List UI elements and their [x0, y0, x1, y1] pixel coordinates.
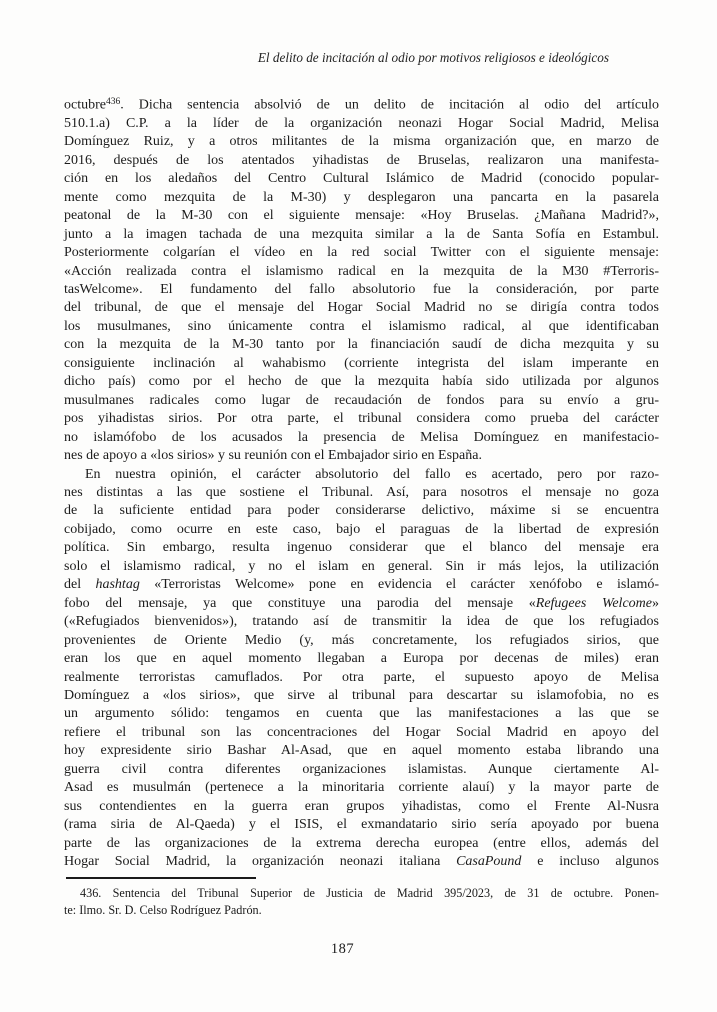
text-line: ción en los aledaños del Centro Cultural Islámico de Madrid (conocido popular- — [64, 171, 659, 187]
text-line: cobijado, como ocurre en este caso, bajo el paraguas de la libertad de expresión — [64, 521, 659, 537]
text-line: nes distintas a las que sostiene el Tribunal. Así, para nosotros el mensaje no goza — [64, 485, 659, 501]
text-line: con la mezquita de la M-30 tanto por la financiación saudí de dicha mezquita y su — [64, 337, 659, 353]
text-line: política. Sin embargo, resulta ingenuo considerar que el blanco del mensaje era — [64, 540, 659, 556]
text-line: guerra civil contra diferentes organizaciones islamistas. Aunque ciertamente Al- — [64, 761, 659, 777]
text-line: no islamófobo de los acusados la presencia de Melisa Domínguez en manifestacio- — [64, 429, 659, 445]
text-line: de la suficiente entidad para poder considerarse delictivo, máxime si se encuentra — [64, 503, 659, 519]
text-line: mente como mezquita de la M-30) y desplegaron una pancarta en la pasarela — [64, 189, 659, 205]
text-line: un argumento sólido: tengamos en cuenta que las manifestaciones a las que se — [64, 706, 659, 722]
text-line: fobo del mensaje, ya que constituye una parodia del mensaje «Refugees Welcome» — [64, 595, 659, 611]
text-line: Domínguez Ruiz, y a otros militantes de la misma organización que, en marzo de — [64, 134, 659, 150]
text-line: te: Ilmo. Sr. D. Celso Rodríguez Padrón. — [64, 902, 262, 917]
text-line: Hogar Social Madrid, la organización neonazi italiana CasaPound e incluso algunos — [64, 854, 659, 870]
text-line: En nuestra opinión, el carácter absolutorio del fallo es acertado, pero por razo- — [85, 466, 659, 482]
text-line: octubre$^{436}$. Dicha sentencia absolvió de un delito de incitación al odio del artículo — [64, 97, 659, 113]
text-line: («Refugiados bienvenidos»), tratando así de transmitir la idea de que los refugiados — [64, 614, 659, 630]
text-line: «Acción realizada contra el islamismo radical en la mezquita de la M30 #Terroris- — [64, 263, 659, 279]
footnote — [64, 885, 659, 919]
text-line: los musulmanes, sino únicamente contra el islamismo radical, al que identificaban — [64, 318, 659, 334]
text-line: sus contendientes en la guerra eran grupos yihadistas, como el Frente Al-Nusra — [64, 798, 659, 814]
text-line: del tribunal, de que el mensaje del Hogar Social Madrid no se dirigía contra todos — [64, 300, 659, 316]
text-line: 2016, después de los atentados yihadistas de Bruselas, realizaron una manifesta- — [64, 152, 659, 168]
text-line: 436. Sentencia del Tribunal Superior de Justicia de Madrid 395/2023, de 31 de octubre. Ponen- — [80, 886, 659, 900]
text-line: tasWelcome». El fundamento del fallo absolutorio fue la consideración, por parte — [64, 282, 659, 298]
text-line: consiguiente inclinación al wahabismo (corriente integrista del islam imperante en — [64, 355, 659, 371]
text-line: solo el islamismo radical, y no el islam en general. Sin ir más lejos, la utilización — [64, 558, 659, 574]
text-line: Posteriormente colgarían el vídeo en la red social Twitter con el siguiente mensaje: — [64, 245, 659, 261]
text-line: peatonal de la M-30 con el siguiente mensaje: «Hoy Bruselas. ¿Mañana Madrid?», — [64, 208, 659, 224]
text-line: musulmanes radicales como lugar de recaudación de fondos para su envío a gru- — [64, 392, 659, 408]
text-line: Domínguez a «los sirios», que sirve al tribunal para descartar su islamofobia, no es — [64, 688, 659, 703]
text-line: 510.1.a) C.P. a la líder de la organización neonazi Hogar Social Madrid, Melisa — [64, 115, 659, 131]
text-line: pos yihadistas sirios. Por otra parte, el tribunal considera como prueba del carácter — [64, 411, 659, 427]
text-line: (rama siria de Al-Qaeda) y el ISIS, el exmandatario sirio sería apoyado por buena — [64, 817, 659, 833]
text-line: nes de apoyo a «los sirios» y su reunión con el Embajador sirio en España. — [64, 448, 482, 464]
text-line: junto a la imagen tachada de una mezquita similar a la de Santa Sofía en Estambul. — [64, 226, 659, 242]
text-line: del hashtag «Terroristas Welcome» pone en evidencia el carácter xenófobo e islamó- — [64, 577, 659, 593]
running-header: El delito de incitación al odio por motivos religiosos e ideológicos — [257, 50, 609, 65]
text-line: dicho país) como por el hecho de que la mezquita había sido utilizada por algunos — [64, 374, 659, 390]
text-line: Asad es musulmán (pertenece a la minoritaria corriente alauí) y la mayor parte de — [64, 780, 659, 796]
text-line: realmente terroristas camuflados. Por otra parte, el supuesto apoyo de Melisa — [64, 669, 659, 685]
text-line: refiere el tribunal son las concentraciones del Hogar Social Madrid en apoyo del — [64, 724, 659, 740]
text-line: hoy expresidente sirio Bashar Al-Asad, que en aquel momento estaba librando una — [64, 743, 659, 759]
text-line: provenientes de Oriente Medio (y, más concretamente, los refugiados sirios, que — [64, 632, 659, 648]
text-line: eran los que en aquel momento llegaban a Europa por decenas de miles) eran — [64, 651, 659, 667]
footnote-divider — [66, 877, 256, 879]
page-number: 187 — [330, 941, 355, 957]
text-line: parte de las organizaciones de la extrema derecha europea (entre ellos, además del — [64, 835, 659, 851]
body-text — [64, 93, 659, 872]
